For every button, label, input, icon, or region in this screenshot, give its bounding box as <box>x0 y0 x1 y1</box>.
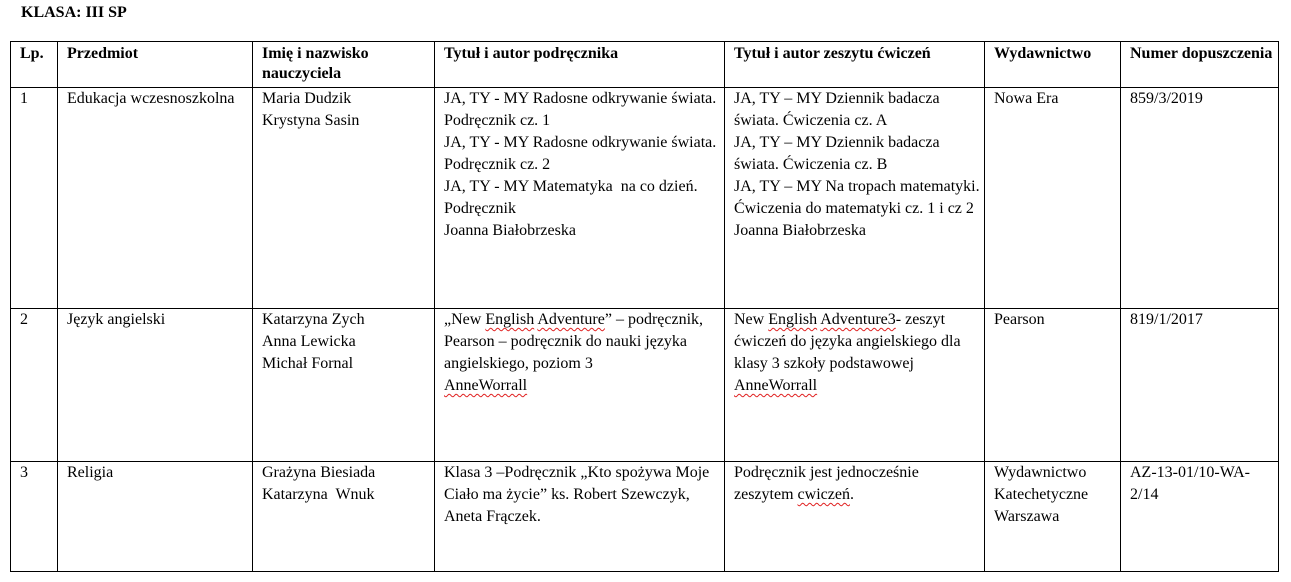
table-header-row <box>11 42 1279 88</box>
workbook-author: AnneWorrall <box>734 377 818 394</box>
table-row <box>11 88 1279 309</box>
teacher-name: Anna Lewicka <box>262 333 356 350</box>
spellcheck-word: cwiczeń <box>797 486 850 503</box>
textbook-author: Joanna Białobrzeska <box>444 222 576 239</box>
workbook-entry: JA, TY – MY Dziennik badacza świata. Ćwiczenia cz. A <box>734 90 944 129</box>
header-teacher: Imię i nazwisko nauczyciela <box>253 42 435 88</box>
header-publisher: Wydawnictwo <box>985 42 1121 88</box>
cell-lp: 1 <box>11 88 58 309</box>
textbook-text: „New <box>444 311 486 328</box>
header-textbook: Tytuł i autor podręcznika <box>435 42 725 88</box>
spellcheck-word: Adventure3 <box>820 311 896 328</box>
textbook-author: AnneWorrall <box>444 377 528 394</box>
cell-subject: Religia <box>58 462 253 572</box>
table-row <box>11 462 1279 572</box>
cell-publisher: Wydawnictwo Katechetyczne Warszawa <box>985 462 1121 572</box>
header-subject: Przedmiot <box>58 42 253 88</box>
cell-textbook: Klasa 3 –Podręcznik „Kto spożywa Moje Ciało ma życie” ks. Robert Szewczyk, Aneta Frączek. <box>435 462 725 572</box>
textbook-entry: JA, TY - MY Radosne odkrywanie świata. Podręcznik cz. 2 <box>444 134 721 173</box>
cell-lp: 3 <box>11 462 58 572</box>
workbook-text: New <box>734 311 765 328</box>
workbook-author: Joanna Białobrzeska <box>734 222 866 239</box>
workbook-entry: JA, TY – MY Dziennik badacza świata. Ćwiczenia cz. B <box>734 134 944 173</box>
header-lp: Lp. <box>11 42 58 88</box>
cell-textbook <box>435 88 725 309</box>
header-number: Numer dopuszczenia <box>1121 42 1279 88</box>
teacher-name: Maria Dudzik <box>262 90 352 107</box>
workbook-text: - zeszyt ćwiczeń do języka angielskiego dla klasy 3 szkoły podstawowej <box>734 311 961 372</box>
cell-workbook <box>725 88 985 309</box>
teacher-name: Grażyna Biesiada <box>262 464 376 481</box>
cell-number: AZ-13-01/10-WA-2/14 <box>1121 462 1279 572</box>
header-workbook: Tytuł i autor zeszytu ćwiczeń <box>725 42 985 88</box>
teacher-name: Katarzyna Wnuk <box>262 486 375 503</box>
textbook-entry: JA, TY - MY Matematyka na co dzień. Podręcznik <box>444 178 702 217</box>
cell-teacher <box>253 88 435 309</box>
workbook-text: Podręcznik jest jednocześnie zeszytem <box>734 464 919 503</box>
spellcheck-word: Adventure <box>537 311 605 328</box>
cell-subject: Edukacja wczesnoszkolna <box>58 88 253 309</box>
cell-teacher <box>253 309 435 462</box>
cell-number: 859/3/2019 <box>1121 88 1279 309</box>
spellcheck-word: English <box>485 311 535 328</box>
teacher-name: Katarzyna Zych <box>262 311 365 328</box>
textbook-entry: JA, TY - MY Radosne odkrywanie świata. Podręcznik cz. 1 <box>444 90 721 129</box>
cell-publisher: Pearson <box>985 309 1121 462</box>
teacher-name: Krystyna Sasin <box>262 112 360 129</box>
workbook-text: . <box>849 486 854 503</box>
cell-lp: 2 <box>11 309 58 462</box>
textbook-text: ” – podręcznik, Pearson – podręcznik do nauki języka angielskiego, poziom 3 <box>444 311 704 372</box>
spellcheck-word: English <box>768 311 818 328</box>
cell-number: 819/1/2017 <box>1121 309 1279 462</box>
cell-subject: Język angielski <box>58 309 253 462</box>
cell-publisher: Nowa Era <box>985 88 1121 309</box>
cell-textbook <box>435 309 725 462</box>
cell-workbook <box>725 309 985 462</box>
cell-workbook <box>725 462 985 572</box>
document-title: KLASA: III SP <box>21 4 127 21</box>
table-row <box>11 309 1279 462</box>
cell-teacher <box>253 462 435 572</box>
workbook-entry: JA, TY – MY Na tropach matematyki. Ćwiczenia do matematyki cz. 1 i cz 2 <box>734 178 984 217</box>
textbook-table <box>10 41 1279 572</box>
teacher-name: Michał Fornal <box>262 355 354 372</box>
